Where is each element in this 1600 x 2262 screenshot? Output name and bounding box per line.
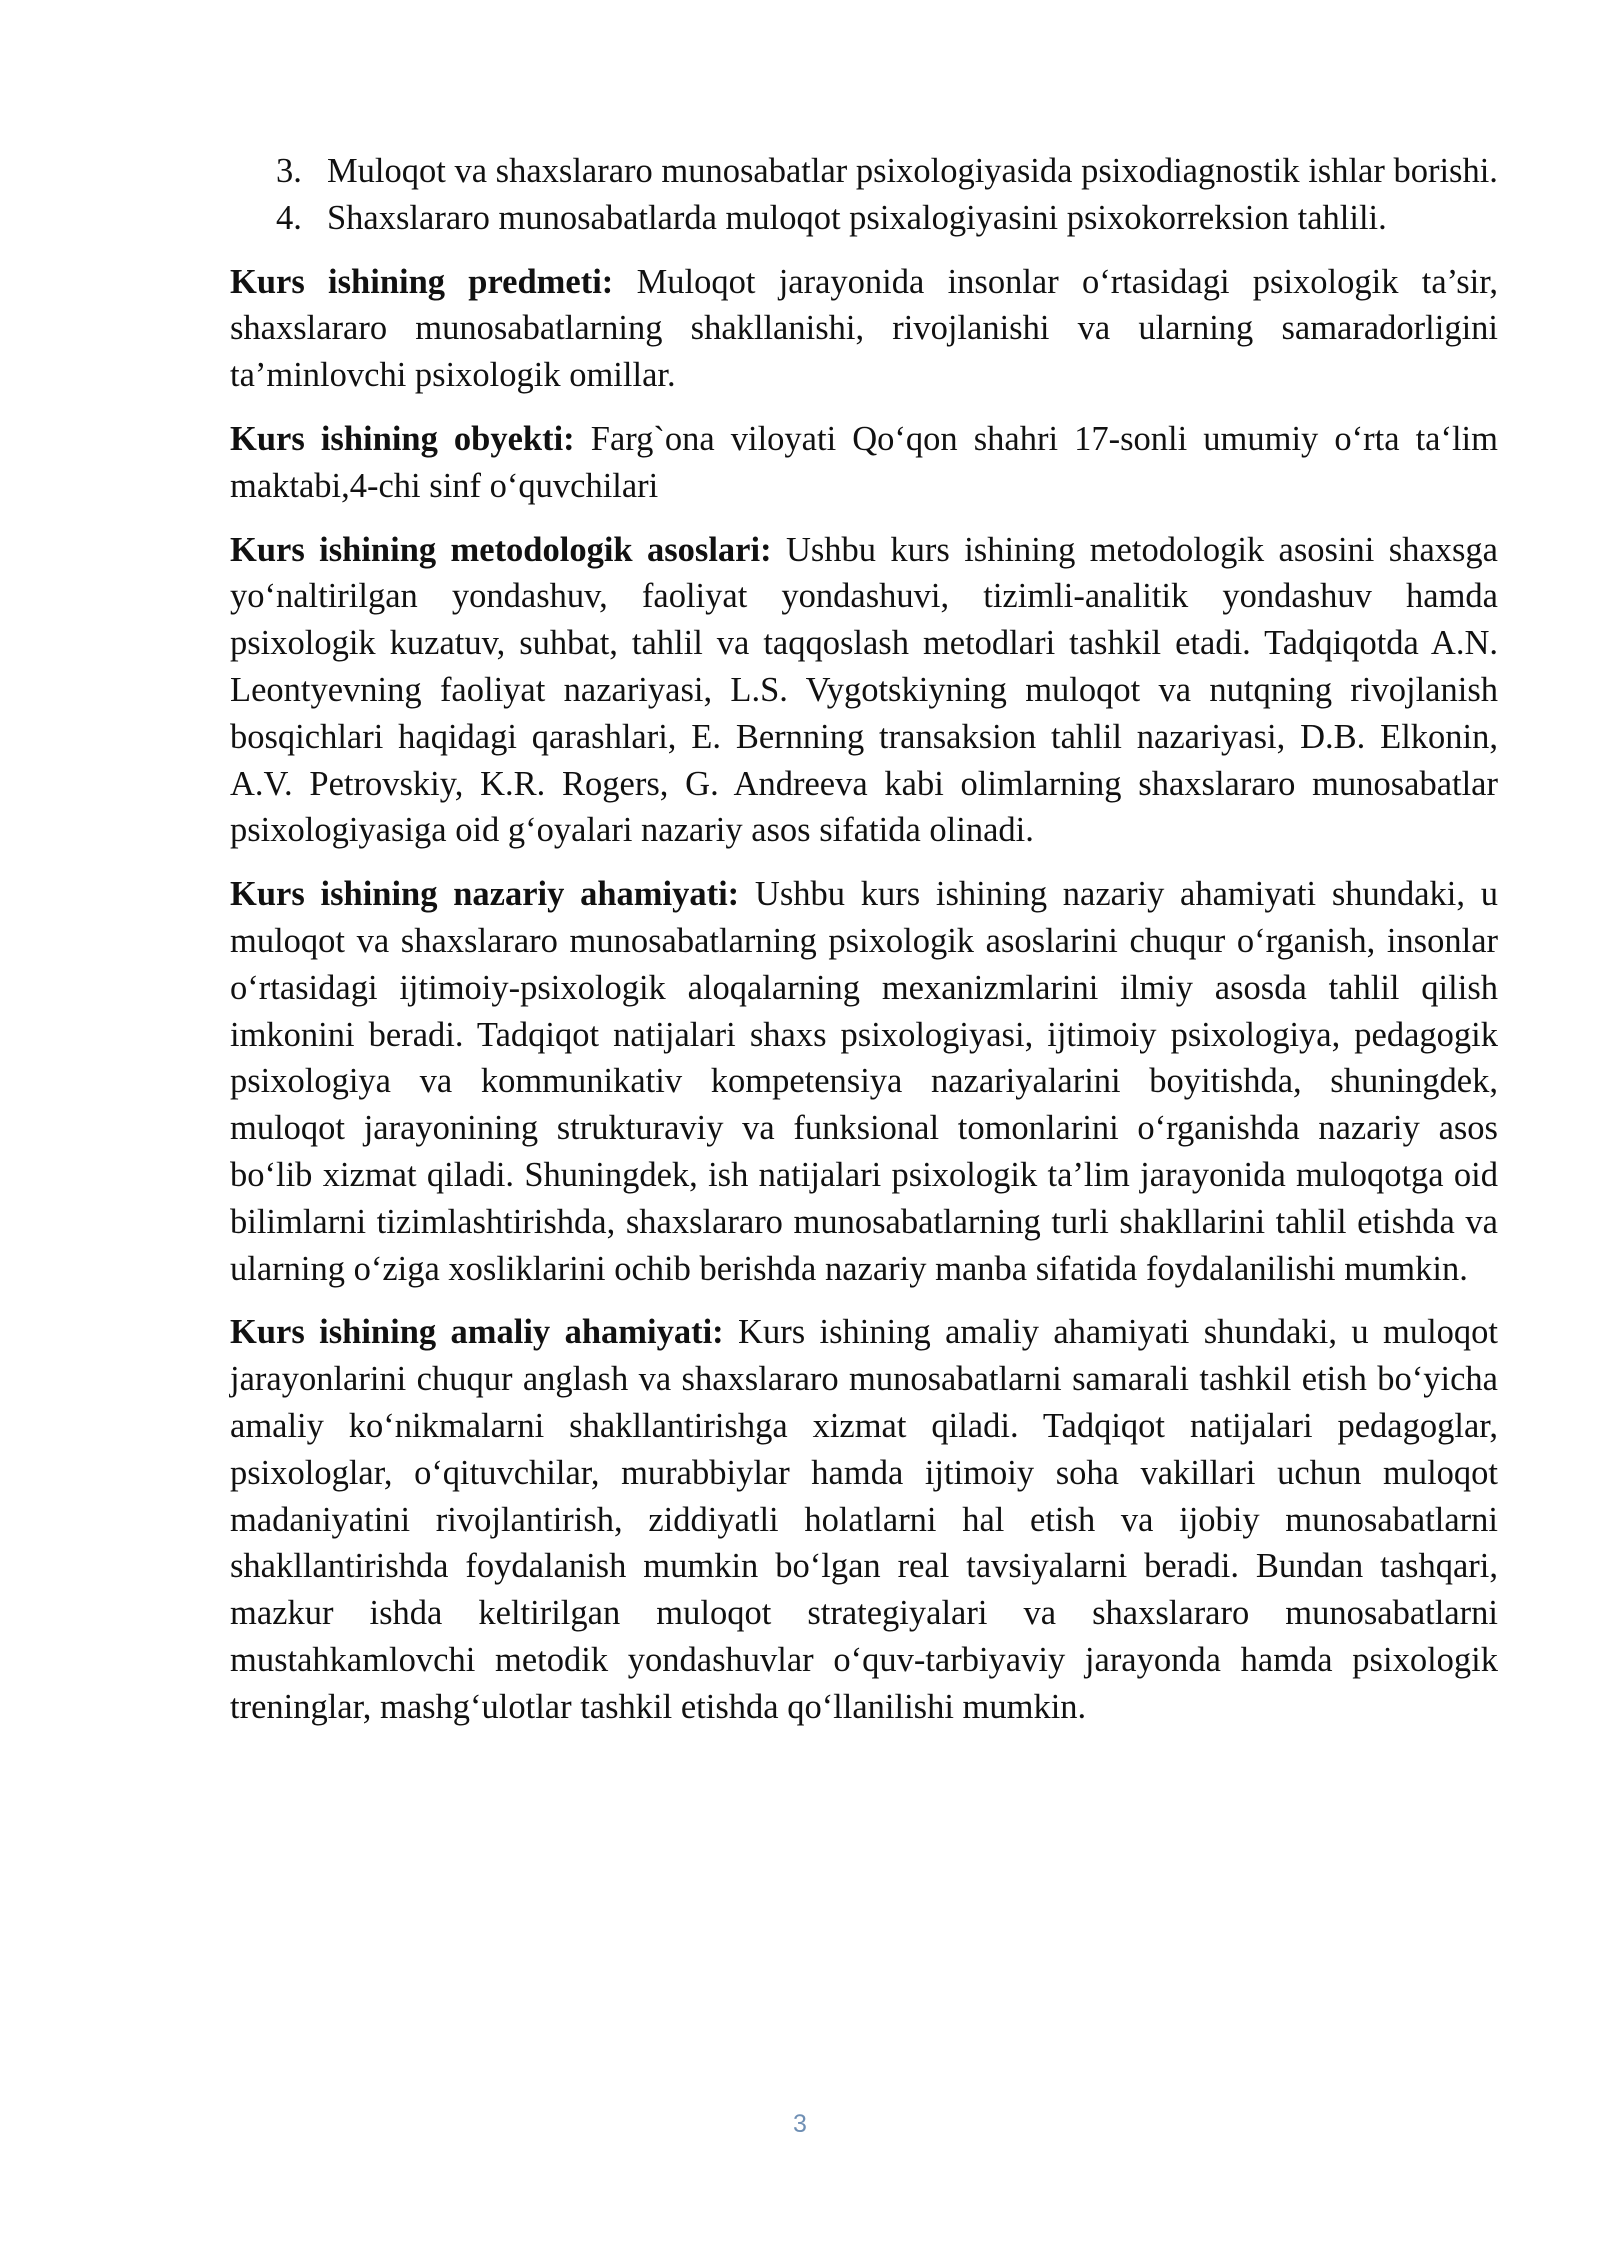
- section-text: Kurs ishining amaliy ahamiyati shundaki, u muloqot jarayonlarini chuqur anglash va shaxslararo munosabatlarni samarali tashkil etish bo‘yicha amaliy ko‘nikmalarni shakllantirishga xizmat qiladi. Tadqiqot natijalari pedagoglar, psixologlar, o‘qituvchilar, murabbiylar hamda ijtimoiy soha vakillari uchun muloqot madaniyatini rivojlantirish, ziddiyatli holatlarni hal etish va ijobiy munosabatlarni shakllantirishda foydalanish mumkin bo‘lgan real tavsiyalarni beradi. Bundan tashqari, mazkur ishda keltirilgan muloqot strategiyalari va shaxslararo munosabatlarni mustahkamlovchi metodik yondashuvlar o‘quv-tarbiyaviy jarayonda hamda psixologik treninglar, mashg‘ulotlar tashkil etishda qo‘llanilishi mumkin.: [230, 1313, 1498, 1726]
- section-text: Muloqot jarayonida insonlar o‘rtasidagi psixologik ta’sir, shaxslararo munosabatlarning shakllanishi, rivojlanishi va ularning samaradorligini ta’minlovchi psixologik omillar.: [230, 262, 1498, 395]
- list-item-text: Muloqot va shaxslararo munosabatlar psixologiyasida psixodiagnostik ishlar borishi.: [327, 152, 1498, 190]
- list-item-number: 3.: [276, 152, 302, 190]
- section-object: [230, 416, 1498, 510]
- page-number: 3: [793, 2110, 807, 2138]
- list-item-number: 4.: [276, 198, 302, 237]
- section-heading: Kurs ishining metodologik asoslari:: [230, 530, 772, 569]
- section-subject: [230, 259, 1498, 399]
- section-practical-significance: [230, 1309, 1498, 1730]
- list-item-text: Shaxslararo munosabatlarda muloqot psixalogiyasini psixokorreksion tahlili.: [327, 198, 1387, 237]
- section-methodology: [230, 527, 1498, 855]
- section-heading: Kurs ishining amaliy ahamiyati:: [230, 1313, 724, 1352]
- section-text: Farg`ona viloyati Qo‘qon shahri 17-sonli umumiy o‘rta ta‘lim maktabi,4-chi sinf o‘quvchilari: [230, 419, 1498, 505]
- page-content: [230, 148, 1498, 1748]
- section-text: Ushbu kurs ishining nazariy ahamiyati shundaki, u muloqot va shaxslararo munosabatlarning psixologik asoslarini chuqur o‘rganish, insonlar o‘rtasidagi ijtimoiy-psixologik aloqalarning mexanizmlarini ilmiy asosda tahlil qilish imkonini beradi. Tadqiqot natijalari shaxs psixologiyasi, ijtimoiy psixologiya, pedagogik psixologiya va kommunikativ kompetensiya nazariyalarini boyitishda, shuningdek, muloqot jarayonining strukturaviy va funksional tomonlarini o‘rganishda nazariy asos bo‘lib xizmat qiladi. Shuningdek, ish natijalari psixologik ta’lim jarayonida muloqotga oid bilimlarni tizimlashtirishda, shaxslararo munosabatlarning turli shakllarini tahlil etishda va ularning o‘ziga xosliklarini ochib berishda nazariy manba sifatida foydalanilishi mumkin.: [230, 875, 1498, 1288]
- list-item: [230, 195, 1498, 242]
- section-heading: Kurs ishining predmeti:: [230, 262, 614, 301]
- numbered-list: [230, 148, 1498, 242]
- section-text: Ushbu kurs ishining metodologik asosini shaxsga yo‘naltirilgan yondashuv, faoliyat yondashuvi, tizimli-analitik yondashuv hamda psixologik kuzatuv, suhbat, tahlil va taqqoslash metodlari tashkil etadi. Tadqiqotda A.N. Leontyevning faoliyat nazariyasi, L.S. Vygotskiyning muloqot va nutqning rivojlanish bosqichlari haqidagi qarashlari, E. Bernning transaksion tahlil nazariyasi, D.B. Elkonin, A.V. Petrovskiy, K.R. Rogers, G. Andreeva kabi olimlarning shaxslararo munosabatlar psixologiyasiga oid g‘oyalari nazariy asos sifatida olinadi.: [230, 530, 1498, 850]
- list-item: [230, 148, 1498, 195]
- section-heading: Kurs ishining obyekti:: [230, 419, 575, 458]
- section-theoretical-significance: [230, 871, 1498, 1292]
- section-heading: Kurs ishining nazariy ahamiyati:: [230, 875, 740, 914]
